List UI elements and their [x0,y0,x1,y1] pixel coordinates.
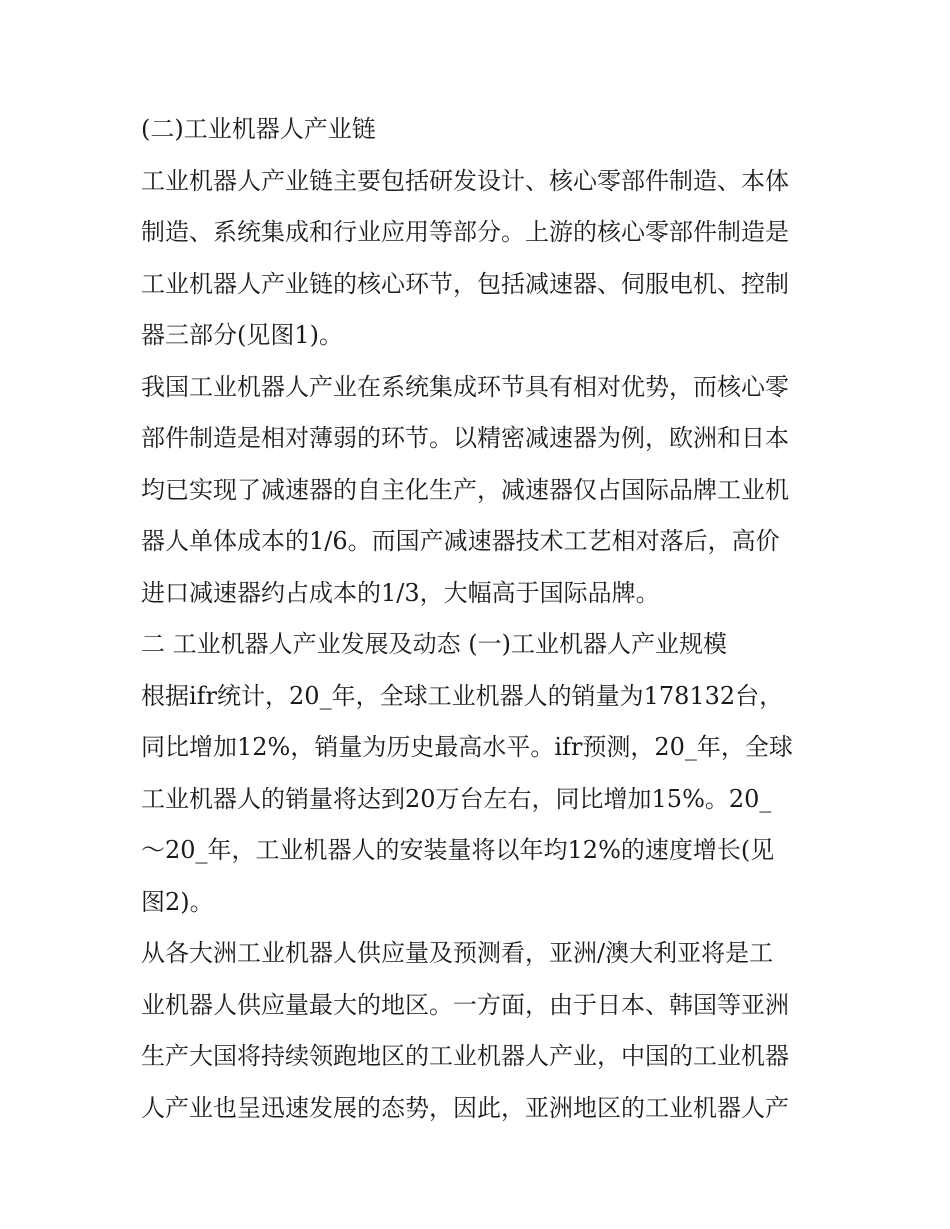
paragraph-line: 制造、系统集成和行业应用等部分。上游的核心零部件制造是 [141,218,789,246]
paragraph-line: 人产业也呈迅速发展的态势，因此，亚洲地区的工业机器人产 [141,1093,789,1122]
paragraph-line: 工业机器人产业链的核心环节，包括减速器、伺服电机、控制 [141,269,789,298]
paragraph-line: 从各大洲工业机器人供应量及预测看，亚洲/澳大利亚将是工 [141,939,774,967]
paragraph-line: 生产大国将持续领跑地区的工业机器人产业，中国的工业机器 [141,1042,789,1070]
paragraph-line: 业机器人供应量最大的地区。一方面，由于日本、韩国等亚洲 [141,990,789,1019]
document-page [141,110,821,1140]
paragraph-line: 图2)。 [141,887,214,916]
paragraph-line: 工业机器人的销量将达到20万台左右，同比增加15%。20_ [141,784,772,813]
section-heading-industry-chain: (二)工业机器人产业链 [141,115,376,143]
paragraph-line: ～20_年，工业机器人的安装量将以年均12%的速度增长(见 [141,836,775,864]
paragraph-line: 部件制造是相对薄弱的环节。以精密减速器为例，欧洲和日本 [141,424,789,452]
paragraph-line: 均已实现了减速器的自主化生产，减速器仅占国际品牌工业机 [141,475,789,504]
paragraph-line: 进口减速器约占成本的1/3，大幅高于国际品牌。 [141,578,660,607]
paragraph-line: 器三部分(见图1)。 [141,321,343,349]
paragraph-line: 工业机器人产业链主要包括研发设计、核心零部件制造、本体 [141,166,789,195]
section-heading-industry-development: 二 工业机器人产业发展及动态 (一)工业机器人产业规模 [141,630,727,658]
paragraph-line: 器人单体成本的1/6。而国产减速器技术工艺相对落后，高价 [141,527,780,555]
paragraph-line: 同比增加12%，销量为历史最高水平。ifr预测，20_年，全球 [141,733,793,761]
paragraph-line: 根据ifr统计，20_年，全球工业机器人的销量为178132台， [141,681,784,710]
paragraph-line: 我国工业机器人产业在系统集成环节具有相对优势，而核心零 [141,372,789,401]
